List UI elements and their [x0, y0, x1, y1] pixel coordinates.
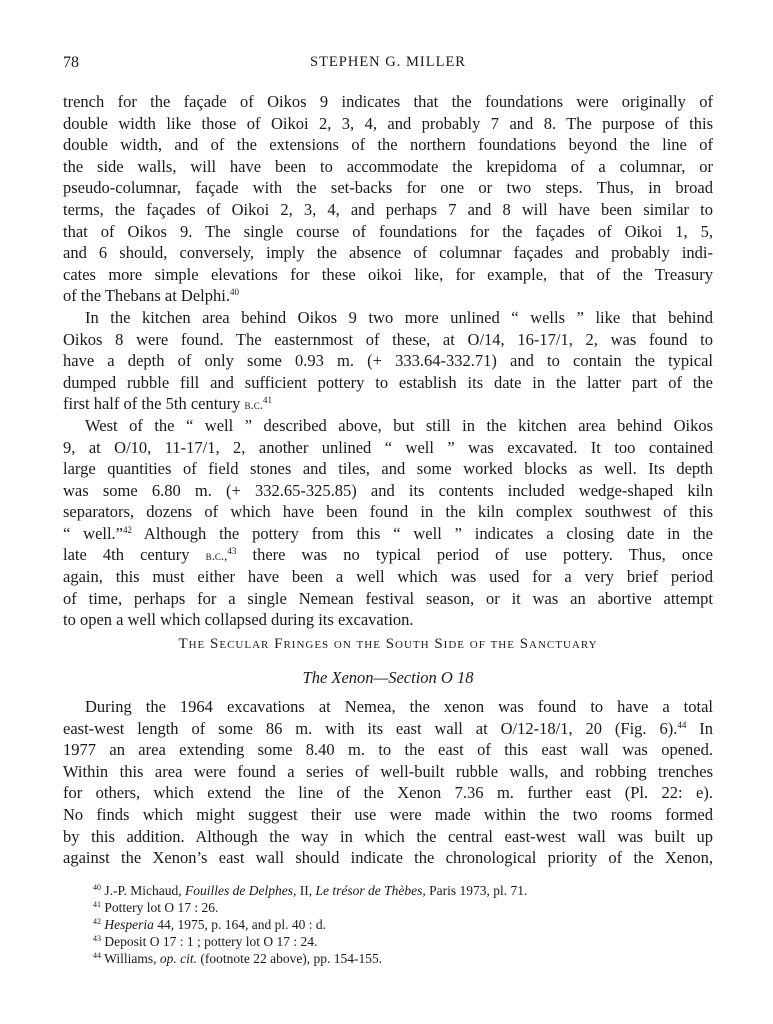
footnote-italic: Hesperia	[104, 917, 154, 932]
text-line: 1977 an area extending some 8.40 m. to the east of this east wall was opened.	[63, 740, 713, 760]
text-line: dumped rubble fill and sufficient pottery to establish its date in the latter part of the	[63, 372, 713, 392]
text-line: 9, at O/10, 11-17/1, 2, another unlined “ well ” was excavated. It too contained	[63, 437, 713, 457]
footnote-number: 41	[93, 900, 101, 909]
line-text: In	[686, 718, 714, 738]
text-line: pseudo-columnar, façade with the set-backs for one or two steps. Thus, in broad	[63, 178, 713, 198]
footnote-text: II,	[296, 883, 316, 898]
text-line: cates more simple elevations for these oikoi like, for example, that of the Treasury	[63, 264, 713, 284]
footnote-ref: 40	[229, 287, 239, 298]
footnote	[93, 916, 713, 933]
footnote-ref: 42	[123, 524, 133, 535]
line-text: late 4th century	[63, 545, 206, 565]
text-line	[63, 393, 713, 415]
footnote-ref: 44	[677, 719, 687, 730]
footnote-ref: 41	[262, 395, 272, 406]
footnote-text: Paris 1973, pl. 71.	[425, 883, 528, 898]
line-text: east-west length of some 86 m. with its east wall at O/12-18/1, 20 (Fig. 6).	[63, 718, 678, 738]
text-line	[63, 285, 713, 307]
footnote	[93, 882, 713, 899]
line-text: there was no typical period of use pottery. Thus, once	[236, 545, 713, 565]
text-line: have a depth of only some 0.93 m. (+ 333.64-332.71) and to contain the typical	[63, 351, 713, 371]
footnote-text: Williams,	[104, 951, 160, 966]
text-line	[63, 718, 713, 740]
text-line: again, this must either have been a well which was used for a very brief period	[63, 567, 713, 587]
text-line: large quantities of field stones and tiles, and some worked blocks as well. Its depth	[63, 459, 713, 479]
text-line: for others, which extend the line of the Xenon 7.36 m. further east (Pl. 22: e).	[63, 783, 713, 803]
text-line: that of Oikos 9. The single course of foundations for the façades of Oikoi 1, 5,	[63, 221, 713, 241]
line-text: of the Thebans at Delphi.	[63, 286, 230, 306]
footnote-italic: Fouilles de Delphes,	[185, 883, 297, 898]
footnote-text: (footnote 22 above), pp. 154-155.	[196, 951, 383, 966]
line-text: “ well.”	[63, 523, 124, 543]
text-line: against the Xenon’s east wall should indicate the chronological priority of the Xenon,	[63, 848, 713, 868]
footnote-text: J.-P. Michaud,	[104, 883, 185, 898]
text-line: was some 6.80 m. (+ 332.65-325.85) and its contents included wedge-shaped kiln	[63, 480, 713, 500]
subsection-heading: The Xenon—Section O 18	[302, 668, 474, 687]
running-head: STEPHEN G. MILLER	[310, 54, 466, 70]
footnote-ref: 43	[227, 546, 237, 557]
era-abbrev: b.c.,	[205, 548, 228, 564]
footnote-number: 44	[93, 951, 101, 960]
text-line	[63, 523, 713, 545]
text-line: double width, and of the extensions of the northern foundations beyond the line of	[63, 135, 713, 155]
footnote-number: 42	[93, 917, 101, 926]
body-text	[63, 91, 713, 631]
footnote	[93, 899, 713, 916]
text-line: by this addition. Although the way in which the central east-west wall was built up	[63, 826, 713, 846]
footnote-number: 40	[93, 883, 101, 892]
footnote	[93, 933, 713, 950]
text-line: the side walls, will have been to accommodate the krepidoma of a columnar, or	[63, 156, 713, 176]
footnote-text: 44, 1975, p. 164, and pl. 40 : d.	[153, 917, 326, 932]
footnote-text: Deposit O 17 : 1 ; pottery lot O 17 : 24.	[104, 934, 318, 949]
text-line: Within this area were found a series of well-built rubble walls, and robbing trenches	[63, 761, 713, 781]
text-line: double width like those of Oikoi 2, 3, 4, and probably 7 and 8. The purpose of this	[63, 113, 713, 133]
text-line: to open a well which collapsed during its excavation.	[63, 610, 414, 630]
footnotes	[93, 882, 713, 967]
text-line: During the 1964 excavations at Nemea, the xenon was found to have a total	[85, 697, 713, 716]
text-line: West of the “ well ” described above, but still in the kitchen area behind Oikos	[85, 415, 713, 435]
text-line: separators, dozens of which have been found in the kiln complex southwest of this	[63, 502, 713, 522]
text-line: terms, the façades of Oikoi 2, 3, 4, and perhaps 7 and 8 will have been similar to	[63, 199, 713, 219]
footnote-italic: op. cit.	[159, 951, 197, 966]
section-heading-text: The Secular Fringes on the South Side of the Sanctuary	[178, 636, 598, 652]
text-line: trench for the façade of Oikos 9 indicates that the foundations were originally of	[63, 92, 713, 111]
text-line: Oikos 8 were found. The easternmost of these, at O/14, 16-17/1, 2, was found to	[63, 329, 713, 349]
footnote	[93, 950, 713, 967]
text-line: of time, perhaps for a single Nemean festival season, or it was an abortive attempt	[63, 588, 713, 608]
page-header	[63, 54, 713, 78]
section-heading	[63, 636, 713, 653]
body-text	[63, 696, 713, 869]
line-text: Although the pottery from this “ well ” indicates a closing date in the	[132, 523, 713, 543]
page-number: 78	[63, 54, 79, 71]
footnote-italic: Le trésor de Thèbes,	[315, 883, 426, 898]
era-abbrev: b.c.	[244, 397, 263, 413]
footnote-number: 43	[93, 934, 101, 943]
text-line: In the kitchen area behind Oikos 9 two more unlined “ wells ” like that behind	[85, 307, 713, 327]
text-line: and 6 should, conversely, imply the absence of columnar façades and probably indi-	[63, 243, 713, 263]
line-text: first half of the 5th century	[63, 394, 245, 414]
text-line	[63, 544, 713, 566]
text-line: No finds which might suggest their use were made within the two rooms formed	[63, 804, 713, 824]
footnote-text: Pottery lot O 17 : 26.	[104, 900, 219, 915]
